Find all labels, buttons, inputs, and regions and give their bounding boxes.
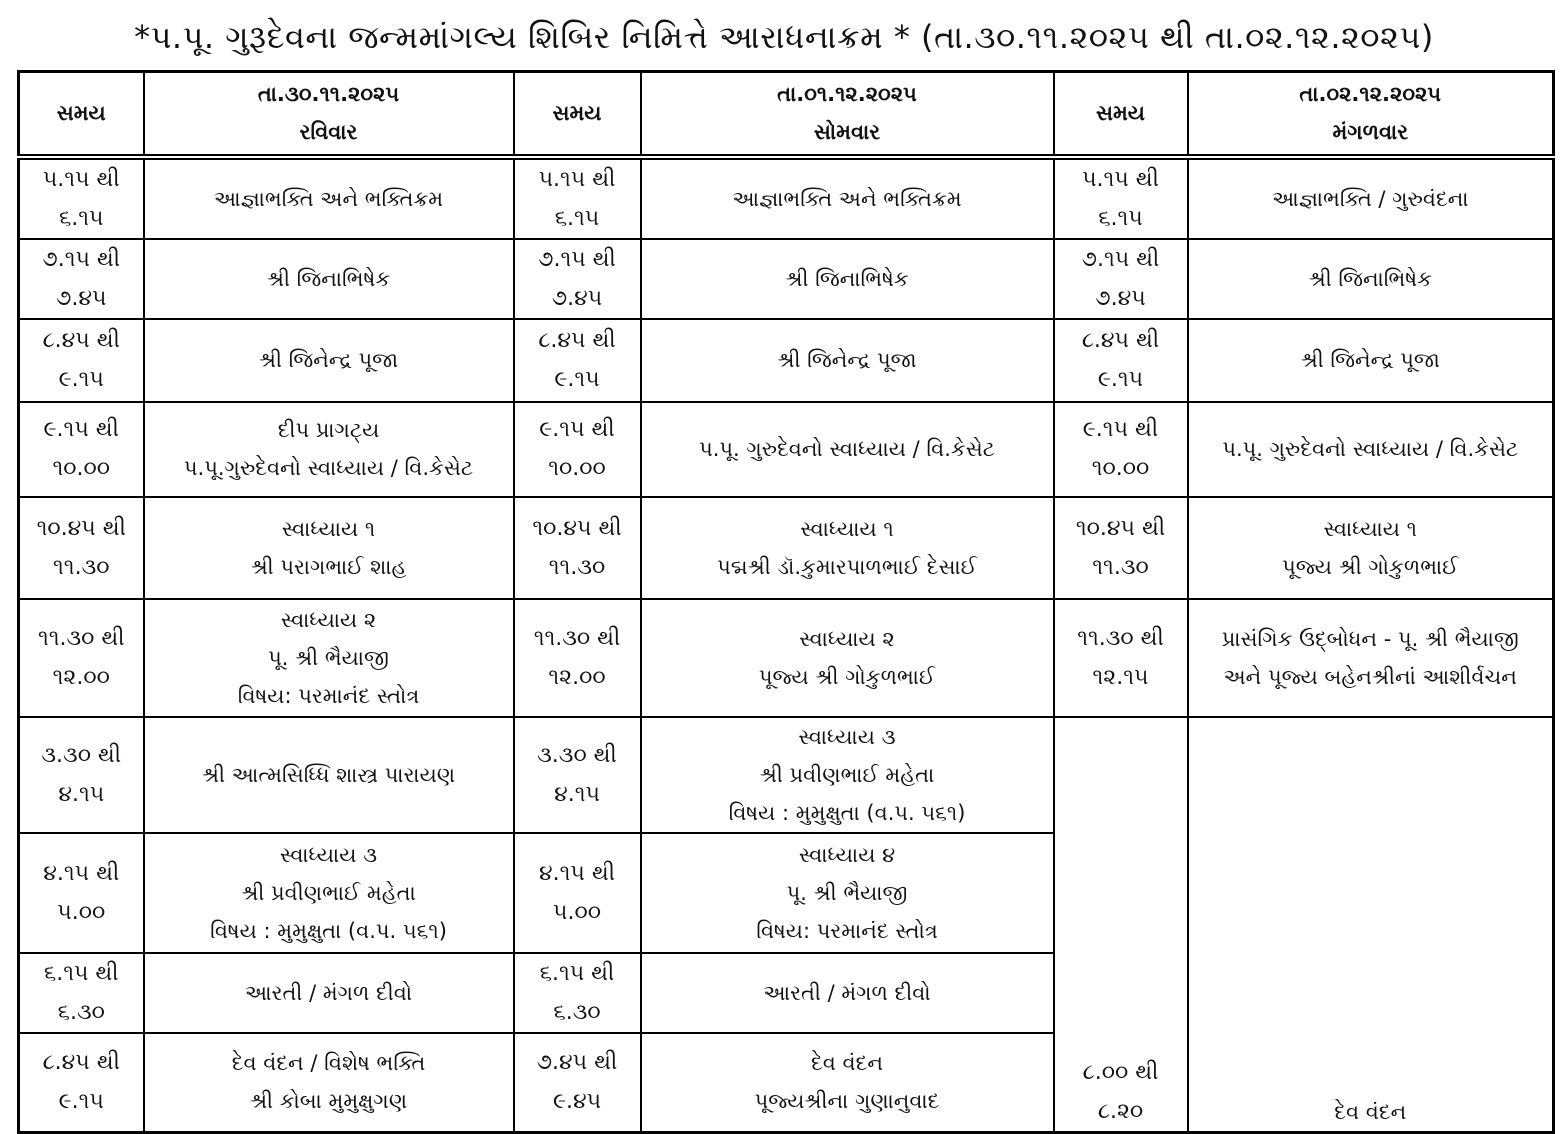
event-cell	[641, 833, 1054, 953]
event-text: શ્રી કોબા મુમુક્ષુગણ	[249, 1089, 408, 1114]
time-text: ૧૦.૦૦	[52, 456, 110, 481]
time-text: ૬.૧૫ થી	[539, 960, 615, 986]
time-text: ૮.૪૫ થી	[1081, 328, 1160, 353]
time-text: ૬.૧૫ થી	[43, 960, 119, 986]
time-text: ૭.૪૫	[551, 285, 603, 311]
time-text: ૫.૦૦	[553, 899, 601, 925]
time-text: ૧૨.૦૦	[52, 664, 110, 690]
table-row	[19, 497, 1554, 599]
event-text: દેવ વંદન	[1334, 1100, 1407, 1124]
time-cell	[19, 157, 144, 239]
time-text: ૬.૩૦	[57, 999, 105, 1025]
day-date: તા.૩૦.૧૧.૨૦૨૫	[257, 82, 400, 107]
time-column-header: સમય	[514, 72, 641, 157]
time-cell	[514, 239, 641, 319]
time-cell	[1054, 319, 1188, 402]
time-text: ૮.૨૦	[1097, 1099, 1144, 1124]
time-text: ૬.૧૫	[554, 205, 600, 231]
time-cell	[514, 402, 641, 497]
event-cell	[641, 239, 1054, 319]
time-text: ૫.૧૫ થી	[42, 166, 120, 192]
event-text: વિષય : મુમુક્ષુતા (વ.પ. ૫૬૧)	[728, 800, 966, 825]
event-text: સ્વાધ્યાય ૨	[799, 626, 895, 651]
time-text: ૪.૧૫ થી	[43, 860, 120, 886]
time-text: ૯.૧૫	[58, 1089, 104, 1115]
event-text: પદ્મશ્રી ડૉ.કુમારપાળભાઈ દેસાઈ	[717, 554, 977, 579]
time-text: ૯.૧૫	[1097, 367, 1144, 392]
time-text: ૮.૪૫ થી	[42, 328, 120, 353]
time-text: ૧૨.૧૫	[1092, 664, 1149, 690]
time-cell	[19, 239, 144, 319]
event-text: આજ્ઞાભક્તિ / ગુરુવંદના	[1271, 186, 1469, 211]
event-text: પ.પૂ. ગુરુદેવનો સ્વાધ્યાય / વિ.કેસેટ	[699, 437, 995, 461]
event-cell	[1188, 239, 1554, 319]
event-text: પ્રાસંગિક ઉદ્‌બોધન - પૂ. શ્રી ભૈયાજી	[1221, 626, 1519, 651]
time-text: ૧૧.૩૦	[53, 554, 110, 580]
event-cell	[641, 402, 1054, 497]
table-row	[19, 157, 1554, 239]
time-cell	[1054, 157, 1188, 239]
time-cell	[19, 319, 144, 402]
event-text: અને પૂજ્ય બહેનશ્રીનાં આશીર્વચન	[1223, 664, 1517, 689]
day-column-header	[1188, 72, 1554, 157]
event-text: સ્વાધ્યાય ૨	[280, 607, 377, 632]
header-row	[19, 72, 1554, 157]
event-cell	[1188, 157, 1554, 239]
time-text: ૧૨.૦૦	[548, 664, 606, 690]
time-cell	[514, 157, 641, 239]
time-text: ૯.૧૫ થી	[43, 417, 119, 442]
event-text: પૂજ્ય શ્રી ગોકુળભાઈ	[1282, 554, 1459, 579]
event-cell	[1188, 717, 1554, 1133]
time-cell	[1054, 239, 1188, 319]
event-cell	[144, 833, 514, 953]
time-text: ૪.૧૫	[554, 781, 600, 807]
time-cell	[1054, 599, 1188, 717]
time-column-header: સમય	[19, 72, 144, 157]
event-text: સ્વાધ્યાય ૧	[281, 516, 376, 541]
time-cell	[514, 717, 641, 833]
event-text: આજ્ઞાભક્તિ અને ભક્તિક્રમ	[732, 186, 962, 211]
event-cell	[144, 402, 514, 497]
time-text: ૧૧.૩૦ થી	[37, 625, 125, 651]
time-text: ૧૧.૩૦	[1092, 554, 1149, 580]
event-text: પૂ. શ્રી ભૈયાજી	[786, 880, 908, 905]
event-text: દીપ પ્રાગટ્ય	[277, 418, 380, 442]
event-text: શ્રી પ્રવીણભાઈ મહેતા	[759, 762, 935, 787]
time-text: ૭.૪૫	[1095, 285, 1146, 311]
time-text: ૯.૧૫	[58, 367, 104, 392]
time-text: ૯.૧૫ થી	[1082, 417, 1159, 442]
event-text: આરતી / મંગળ દીવો	[763, 980, 931, 1005]
event-cell	[144, 319, 514, 402]
time-cell	[514, 833, 641, 953]
event-text: સ્વાધ્યાય ૪	[798, 842, 896, 867]
day-weekday: મંગળવાર	[1332, 120, 1409, 145]
event-cell	[641, 1033, 1054, 1133]
event-text: સ્વાધ્યાય ૩	[798, 724, 896, 749]
day-date: તા.૦૧.૧૨.૨૦૨૫	[777, 82, 917, 107]
time-text: ૮.૦૦ થી	[1082, 1060, 1159, 1085]
time-text: ૯.૧૫	[554, 367, 600, 392]
day-date: તા.૦૨.૧૨.૨૦૨૫	[1299, 82, 1442, 107]
schedule-table	[17, 70, 1555, 1134]
time-text: ૭.૧૫ થી	[538, 246, 616, 272]
day-column-header	[144, 72, 514, 157]
time-cell	[19, 833, 144, 953]
time-text: ૩.૩૦ થી	[41, 742, 122, 768]
time-cell	[514, 1033, 641, 1133]
day-weekday: રવિવાર	[299, 120, 358, 145]
event-text: શ્રી આત્મસિધ્ધિ શાસ્ત્ર પારાયણ	[201, 762, 456, 787]
event-text: દેવ વંદન	[811, 1051, 883, 1076]
event-text: આરતી / મંગળ દીવો	[244, 980, 413, 1005]
time-text: ૪.૧૫	[58, 781, 105, 807]
event-cell	[641, 599, 1054, 717]
time-text: ૭.૧૫ થી	[42, 246, 121, 272]
time-text: ૮.૪૫ થી	[42, 1050, 120, 1076]
time-text: ૭.૪૫ થી	[536, 1050, 618, 1076]
event-cell	[641, 157, 1054, 239]
event-cell	[1188, 497, 1554, 599]
time-text: ૩.૩૦ થી	[537, 742, 617, 768]
table-row	[19, 402, 1554, 497]
event-text: શ્રી જિનાભિષેક	[266, 266, 391, 291]
event-cell	[641, 717, 1054, 833]
time-text: ૧૦.૦૦	[1091, 456, 1150, 481]
table-row	[19, 319, 1554, 402]
table-row	[19, 599, 1554, 717]
event-cell	[144, 1033, 514, 1133]
event-cell	[641, 319, 1054, 402]
event-cell	[144, 717, 514, 833]
event-text: પ.પૂ. ગુરુદેવનો સ્વાધ્યાય / વિ.કેસેટ	[1222, 437, 1519, 461]
time-cell	[19, 1033, 144, 1133]
time-cell	[19, 402, 144, 497]
time-text: ૯.૪૫	[552, 1089, 602, 1115]
event-text: વિષય: પરમાનંદ સ્તોત્ર	[237, 683, 420, 708]
event-text: શ્રી પરાગભાઈ શાહ	[250, 554, 407, 579]
time-text: ૧૦.૪૫ થી	[1075, 515, 1166, 541]
event-cell	[144, 497, 514, 599]
time-text: ૪.૧૫ થી	[538, 860, 616, 886]
time-cell	[1054, 717, 1188, 1133]
time-cell	[19, 953, 144, 1033]
time-cell	[19, 599, 144, 717]
time-text: ૬.૧૫	[1098, 205, 1143, 231]
time-text: ૧૧.૩૦ થી	[533, 625, 621, 651]
time-cell	[19, 497, 144, 599]
event-text: દેવ વંદન / વિશેષ ભક્તિ	[231, 1051, 426, 1076]
time-text: ૧૧.૩૦	[548, 554, 606, 580]
event-text: પૂ. શ્રી ભૈયાજી	[268, 645, 389, 670]
time-cell	[19, 717, 144, 833]
time-text: ૫.૦૦	[57, 899, 106, 925]
event-text: શ્રી જિનેન્દ્ર પૂજા	[1300, 348, 1440, 372]
event-text: શ્રી પ્રવીણભાઈ મહેતા	[241, 880, 416, 905]
time-text: ૭.૪૫	[56, 285, 107, 311]
event-cell	[144, 599, 514, 717]
time-text: ૬.૧૫	[58, 205, 104, 231]
event-text: પૂજ્ય શ્રી ગોકુળભાઈ	[758, 664, 936, 689]
time-text: ૫.૧૫ થી	[1082, 166, 1159, 192]
event-text: પૂજ્યશ્રીના ગુણાનુવાદ	[754, 1089, 940, 1114]
time-cell	[514, 599, 641, 717]
event-text: પ.પૂ.ગુરુદેવનો સ્વાધ્યાય / વિ.કેસેટ	[183, 456, 474, 480]
event-cell	[144, 157, 514, 239]
day-weekday: સોમવાર	[813, 120, 881, 145]
event-cell	[144, 239, 514, 319]
event-text: શ્રી જિનેન્દ્ર પૂજા	[258, 348, 399, 372]
table-row	[19, 239, 1554, 319]
page-title: *પ.પૂ. ગુરૂદેવના જન્મમાંગલ્ય શિબિર નિમિત્તે આરાધનાક્રમ * (તા.૩૦.૧૧.૨૦૨૫ થી તા.૦૨.૧૨.૨૦૨૫)	[134, 18, 1434, 56]
event-cell	[1188, 402, 1554, 497]
event-text: વિષય: પરમાનંદ સ્તોત્ર	[756, 918, 938, 943]
time-text: ૧૧.૩૦ થી	[1077, 625, 1164, 651]
event-cell	[144, 953, 514, 1033]
time-text: ૭.૧૫ થી	[1081, 246, 1160, 272]
event-text: સ્વાધ્યાય ૧	[800, 516, 894, 541]
event-cell	[1188, 319, 1554, 402]
event-text: સ્વાધ્યાય ૧	[1323, 516, 1417, 541]
event-cell	[641, 497, 1054, 599]
event-cell	[1188, 599, 1554, 717]
event-text: શ્રી જિનાભિષેક	[1308, 266, 1432, 291]
event-text: આજ્ઞાભક્તિ અને ભક્તિક્રમ	[213, 186, 444, 211]
event-text: શ્રી જિનેન્દ્ર પૂજા	[777, 348, 917, 372]
time-text: ૧૦.૪૫ થી	[532, 515, 622, 541]
time-text: ૬.૩૦	[553, 999, 601, 1025]
time-text: ૧૦.૦૦	[548, 456, 606, 481]
time-cell	[1054, 402, 1188, 497]
time-text: ૯.૧૫ થી	[539, 417, 615, 442]
day-column-header	[641, 72, 1054, 157]
event-text: શ્રી જિનાભિષેક	[785, 266, 909, 291]
time-text: ૮.૪૫ થી	[538, 328, 616, 353]
time-cell	[514, 497, 641, 599]
event-text: વિષય : મુમુક્ષુતા (વ.પ. ૫૬૧)	[210, 918, 447, 943]
time-cell	[514, 319, 641, 402]
event-text: સ્વાધ્યાય ૩	[279, 842, 378, 867]
time-column-header: સમય	[1054, 72, 1188, 157]
table-row	[19, 717, 1554, 833]
time-text: ૧૦.૪૫ થી	[36, 515, 126, 541]
time-cell	[514, 953, 641, 1033]
event-cell	[641, 953, 1054, 1033]
time-cell	[1054, 497, 1188, 599]
time-text: ૫.૧૫ થી	[538, 166, 616, 192]
